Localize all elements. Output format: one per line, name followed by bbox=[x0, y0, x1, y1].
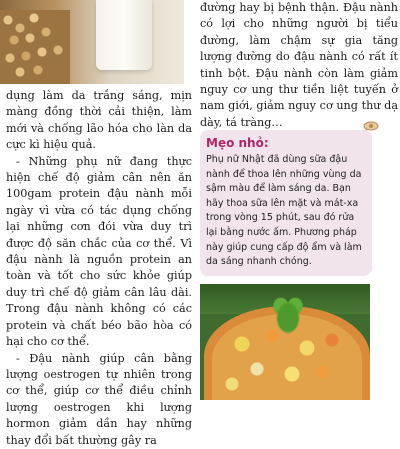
left-column bbox=[6, 88, 192, 449]
soup-photo bbox=[200, 284, 370, 400]
right-column bbox=[200, 0, 398, 131]
tip-title: Mẹo nhỏ: bbox=[206, 136, 269, 150]
soy-milk-photo bbox=[0, 0, 184, 84]
soybeans-image bbox=[0, 10, 70, 84]
tip-body: Phụ nữ Nhật đã dùng sữa đậu nành để thoa lên những vùng da sậm màu để làm sáng da. Bạn hãy thoa sữa lên mặt và mát-xa trong vòng 15 phút, sau đó rửa lại bằng nước ấm. Phương pháp này giúp cung cấp độ ẩm và làm da sáng nhanh chóng. bbox=[206, 154, 362, 268]
milk-glass-image bbox=[96, 0, 152, 70]
paragraph: - Những phụ nữ đang thực hiện chế độ giảm cân nên ăn 100gam protein đậu nành mỗi ngày vì vừa có tác dụng chống lại những cơn đói vừa duy trì được độ săn chắc của cơ thể. Vì đậu nành là nguồn protein an toàn và tốt cho sức khỏe giúp duy trì chế độ giảm cân lâu dài. Trong đậu nành không có các protein và chất béo bão hòa có hại cho cơ thể. bbox=[6, 154, 192, 349]
herb-garnish-image bbox=[270, 294, 306, 334]
paragraph: đường hay bị bệnh thận. Đậu nành có lợi cho những người bị tiểu đường, làm chậm sự gia tăng lượng đường do đậu nành có rất ít tinh bột. Đậu nành còn làm giảm nguy cơ ung thư tiền liệt tuyến ở nam giới, giảm nguy cơ ung thư dạ dày, tá tràng… bbox=[200, 1, 398, 129]
paragraph: - Đậu nành giúp cân bằng lượng oestrogen tự nhiên trong cơ thể, giúp cơ thể điều chỉnh lượng oestrogen khi lượng hormon giảm dần hay những thay đổi bất thường gây ra bbox=[6, 351, 192, 447]
paragraph: dụng làm da trắng sáng, mịn màng đồng thời cải thiện, làm mới và chống lão hóa cho làn da cực kì hiệu quả. bbox=[6, 89, 192, 152]
tip-box bbox=[200, 130, 372, 276]
